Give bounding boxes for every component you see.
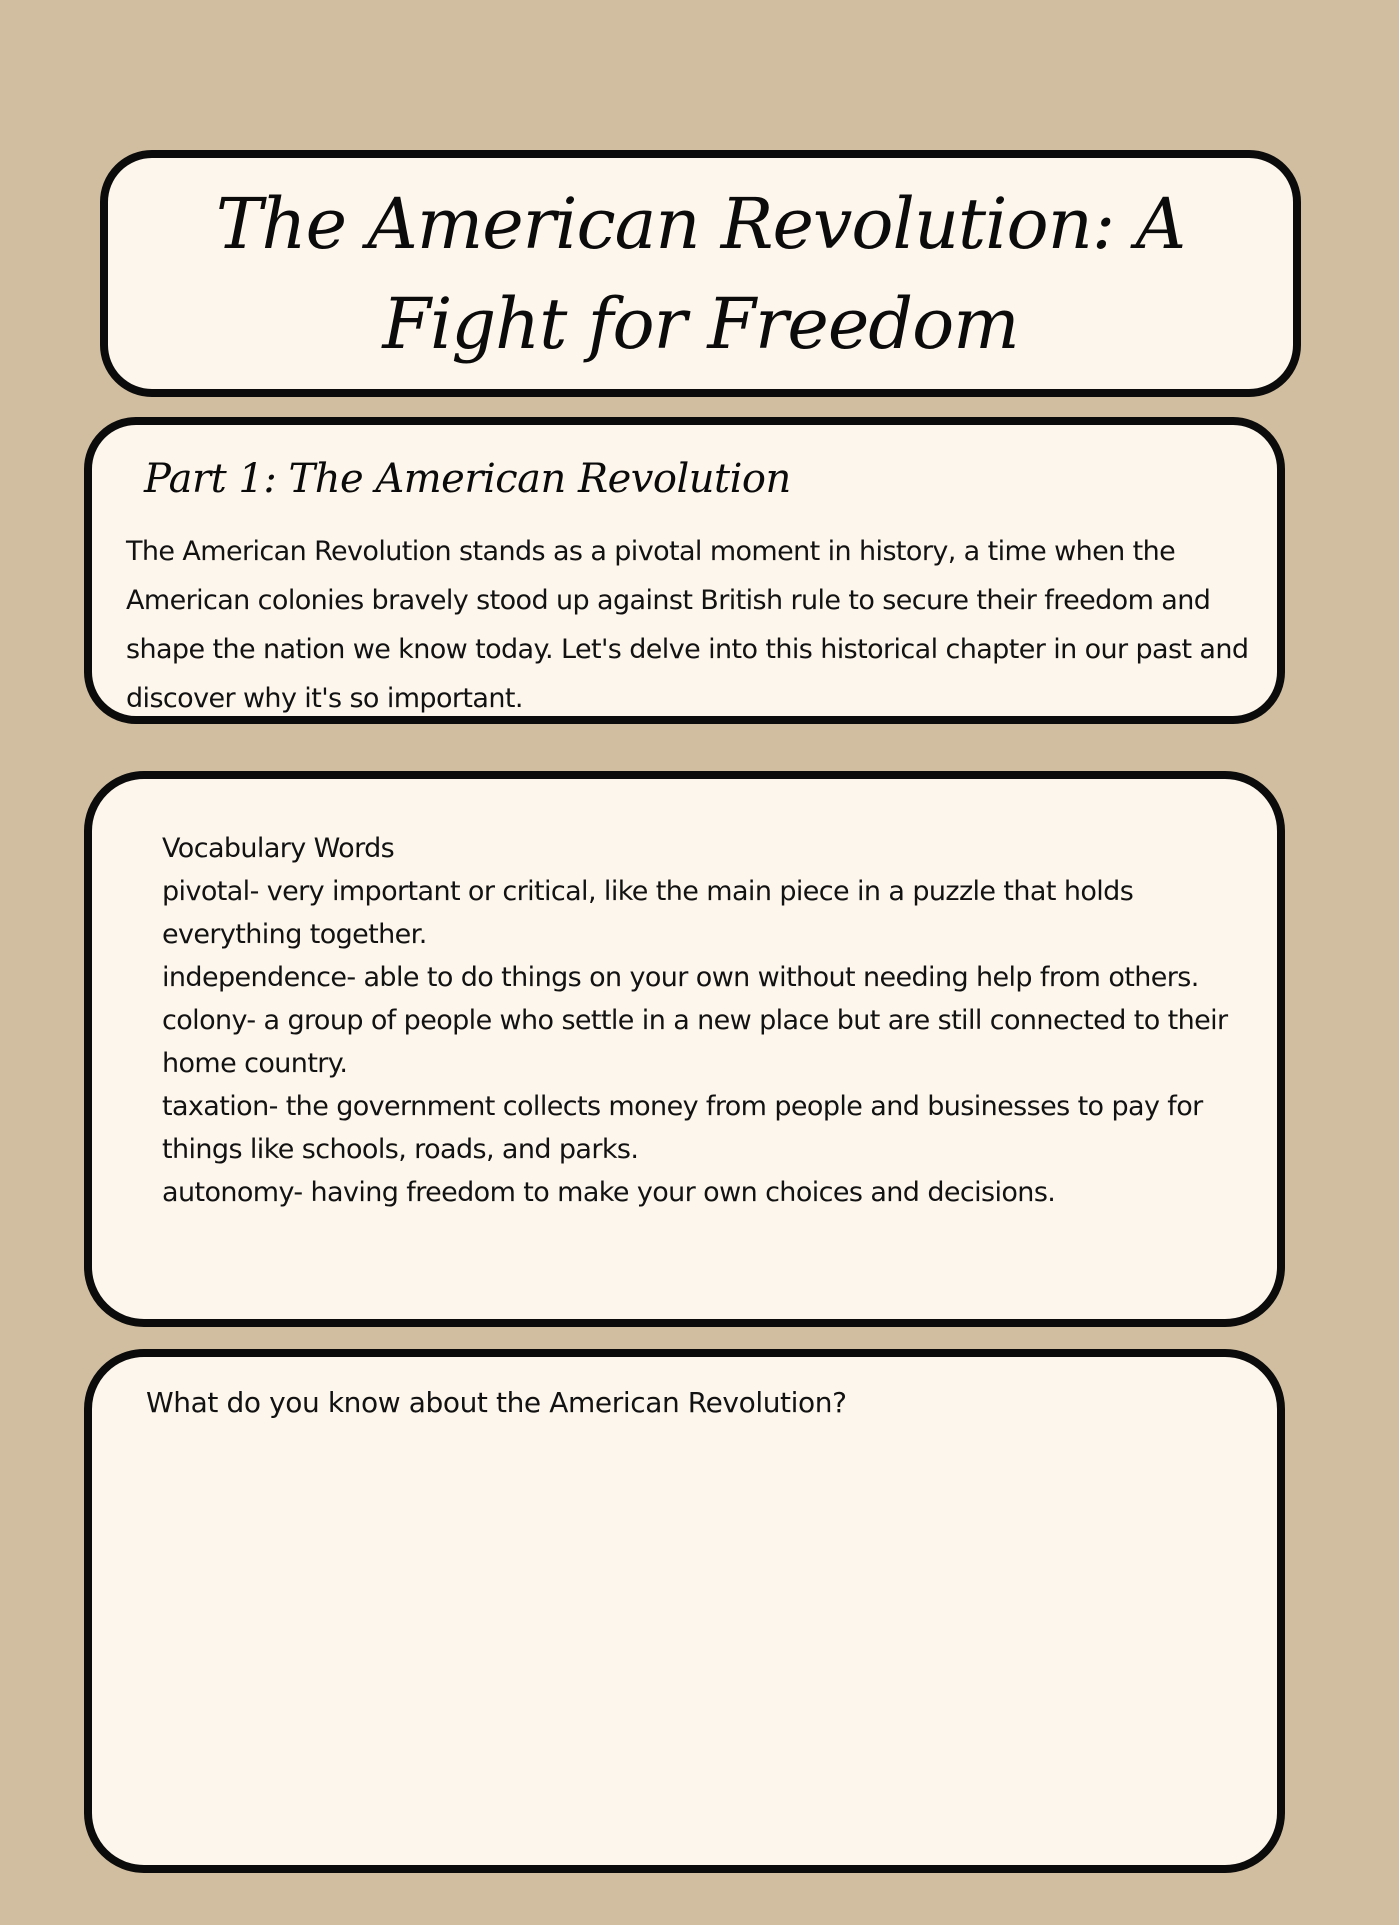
vocabulary-heading: Vocabulary Words [162, 833, 395, 864]
question-prompt: What do you know about the American Revolution? [146, 1386, 847, 1419]
answer-area[interactable] [146, 1447, 1237, 1825]
title-card [100, 150, 1301, 397]
vocabulary-entry: colony- a group of people who settle in a new place but are still connected to their home country. [162, 1005, 1228, 1079]
vocabulary-entry: independence- able to do things on your own without needing help from others. [162, 962, 1199, 993]
vocabulary-entry: taxation- the government collects money from people and businesses to pay for things like schools, roads, and parks. [162, 1091, 1203, 1165]
vocabulary-entry: autonomy- having freedom to make your own choices and decisions. [162, 1177, 1056, 1208]
part1-card [84, 417, 1285, 724]
vocabulary-card [84, 771, 1285, 1327]
page-title: The American Revolution: A Fight for Freedom [215, 183, 1186, 365]
part1-heading: Part 1: The American Revolution [144, 456, 791, 502]
vocabulary-content [162, 827, 1252, 1214]
question-card [84, 1349, 1285, 1873]
vocabulary-entry: pivotal- very important or critical, like the main piece in a puzzle that holds everything together. [162, 876, 1134, 950]
part1-body-text: The American Revolution stands as a pivotal moment in history, a time when the American colonies bravely stood up against British rule to secure their freedom and shape the nation we know today. Let's delve into this historical chapter in our past and discover why it's so important. [126, 536, 1249, 714]
